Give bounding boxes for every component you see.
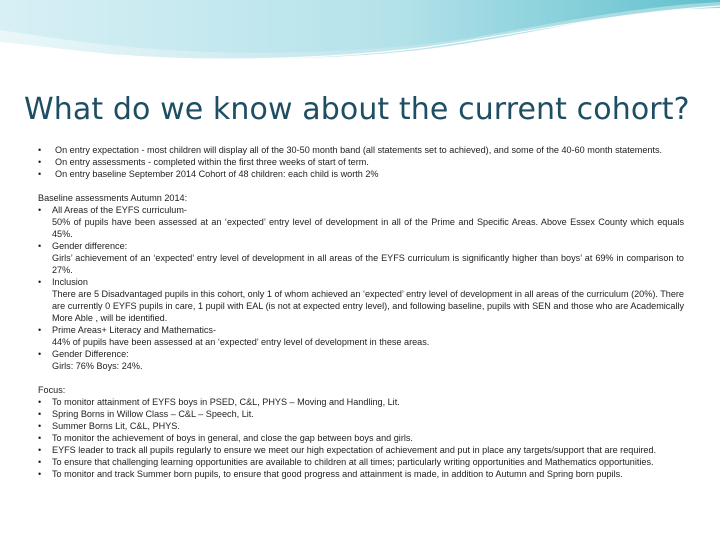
focus-item: • To monitor attainment of EYFS boys in PSED, C&L, PHYS – Moving and Handling, Lit.	[38, 396, 684, 408]
slide-title: What do we know about the current cohort?	[24, 92, 690, 127]
baseline-list	[38, 204, 684, 372]
baseline-item-label: • Inclusion	[52, 277, 88, 287]
baseline-item-detail: 44% of pupils have been assessed at an ‘expected’ entry level of development in these areas.	[52, 337, 430, 347]
header-wave-decoration	[0, 0, 720, 70]
baseline-heading: Baseline assessments Autumn 2014:	[38, 193, 188, 203]
baseline-item	[38, 324, 684, 348]
baseline-item-label: • Prime Areas+ Literacy and Mathematics-	[52, 325, 217, 335]
baseline-item-label: • Gender difference:	[52, 241, 128, 251]
focus-item: • To monitor and track Summer born pupils, to ensure that good progress and attainment is made, in addition to Autumn and Spring born pupils.	[38, 468, 684, 480]
focus-list	[38, 396, 684, 480]
baseline-item	[38, 276, 684, 324]
slide-content	[38, 144, 684, 480]
focus-item: • EYFS leader to track all pupils regularly to ensure we meet our high expectation of achievement and put in place any targets/support that are required.	[38, 444, 684, 456]
baseline-item-detail: Girls’ achievement of an ‘expected’ entry level of development in all areas of the EYFS curriculum is significantly higher than boys’ at 69% in comparison to 27%.	[52, 253, 684, 275]
baseline-item-label: • All Areas of the EYFS curriculum-	[52, 205, 187, 215]
focus-item: • To monitor the achievement of boys in general, and close the gap between boys and girls.	[38, 432, 684, 444]
intro-item: • On entry baseline September 2014 Cohort of 48 children: each child is worth 2%	[38, 168, 684, 180]
baseline-item	[38, 240, 684, 276]
focus-heading: Focus:	[38, 385, 66, 395]
intro-list	[38, 144, 684, 180]
intro-item: • On entry expectation - most children will display all of the 30-50 month band (all statements set to achieved), and some of the 40-60 month statements.	[38, 144, 684, 156]
focus-item: • To ensure that challenging learning opportunities are available to children at all times; particularly writing opportunities and Mathematics opportunities.	[38, 456, 684, 468]
baseline-item-detail: 50% of pupils have been assessed at an ‘expected’ entry level of development in all of the Prime and Specific Areas. Above Essex County which equals 45%.	[52, 217, 684, 239]
baseline-item-label: • Gender Difference:	[52, 349, 129, 359]
baseline-item-detail: There are 5 Disadvantaged pupils in this cohort, only 1 of whom achieved an ‘expected’ entry level of development in all areas of the curriculum (20%). There are currently 0 EYFS pupils in care, 1 pupil with EAL (is not at expected entry level), and following baseline, pupils with SEN and those who are Academically More Able , will be identified.	[52, 289, 684, 323]
focus-item: • Summer Borns Lit, C&L, PHYS.	[38, 420, 684, 432]
baseline-item	[38, 348, 684, 372]
intro-item: • On entry assessments - completed within the first three weeks of start of term.	[38, 156, 684, 168]
baseline-item-detail: Girls: 76% Boys: 24%.	[52, 361, 143, 371]
baseline-item	[38, 204, 684, 240]
focus-item: • Spring Borns in Willow Class – C&L – Speech, Lit.	[38, 408, 684, 420]
